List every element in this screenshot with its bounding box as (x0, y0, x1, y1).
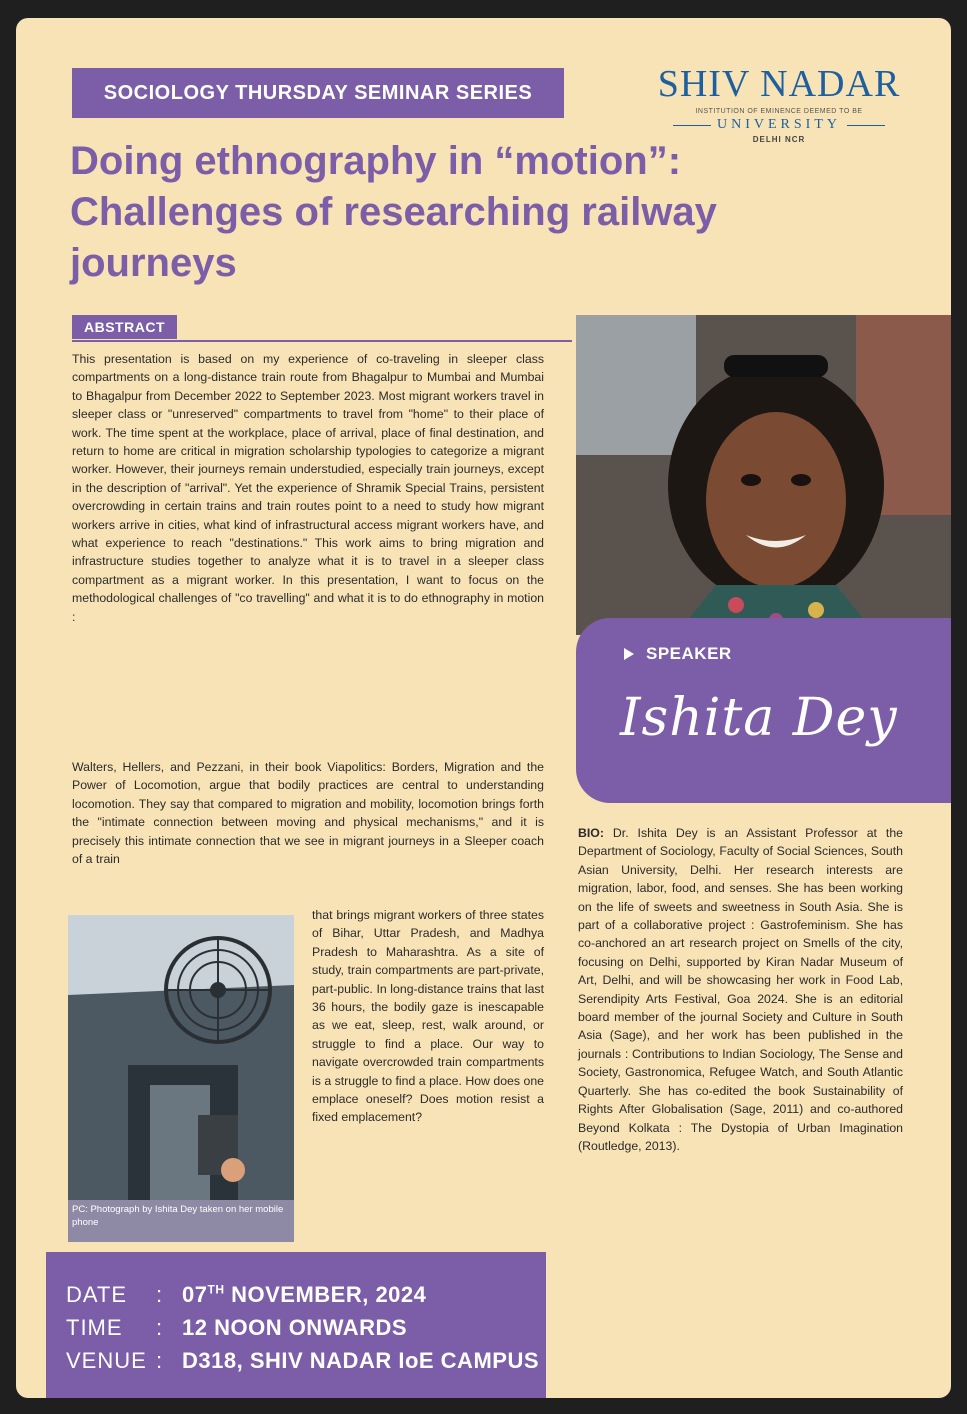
date-separator: : (156, 1282, 163, 1307)
play-icon (624, 648, 634, 660)
venue-separator: : (156, 1348, 163, 1373)
series-badge: SOCIOLOGY THURSDAY SEMINAR SERIES (72, 68, 564, 118)
bio-text: Dr. Ishita Dey is an Assistant Professor at the Department of Sociology, Faculty of Social Sciences, South Asian University, Delhi. Her research interests are migration, labor, food, and senses. She has been working on the life of sweets and sweetness in South Asia. She is part of a collaborative project : Gastrofeminism. She has co-anchored an art research project on Smells of the city, focusing on Delhi, supported by Kiran Nadar Museum of Art, Delhi, and will be showcasing her work in Food Lab, Serendipity Arts Festival, Goa 2024. She is an editorial board member of the journal Society and Culture in South Asia (Sage), and her work has been published in the journals : Contributions to Indian Sociology, The Sense and Society, Gastronomica, Refugee Watch, and South Atlantic Quarterly. She has co-edited the book Sustainability of Rights After Globalisation (Sage, 2011) and co-authored Beyond Kolkata : The Dystopia of Urban Imagination (Routledge, 2013). (578, 826, 903, 1153)
logo-university: UNIVERSITY (717, 117, 841, 132)
speaker-label-row (624, 644, 732, 664)
speaker-portrait-illustration (576, 315, 951, 635)
logo-university-row (644, 117, 914, 133)
speaker-photo (576, 315, 951, 635)
train-compartment-photo (68, 915, 294, 1200)
date-label: DATE (66, 1282, 128, 1307)
abstract-paragraph-1: This presentation is based on my experience of co-traveling in sleeper class compartments on a long-distance train route from Bhagalpur to Mumbai and Mumbai to Bhagalpur from December 2022 to September 2023. Most migrant workers travel in sleeper class or "unreserved" compartments to travel from "home" to their place of work. The time spent at the workplace, place of arrival, place of final destination, and return to home are critical in migration scholarship typologies to categorize a migrant worker. However, their journeys remain understudied, especially train journeys, except in the description of "arrival". Yet the experience of Shramik Special Trains, persistent overcrowding in certain trains and train routes point to a need to study how migrant workers arrive in cities, what kind of infrastructural access migrant workers have, and what experience to reach "destinations." This work aims to bring migration and infrastructure studies together to analyze what it is to travel in a sleeper class compartment as a migrant worker. In this presentation, I want to focus on the methodological challenges of "co travelling" and what it is to do ethnography in motion : (72, 352, 544, 624)
seminar-poster (16, 18, 951, 1398)
event-date-row (66, 1282, 426, 1308)
event-details (46, 1252, 546, 1398)
university-logo (644, 64, 914, 144)
abstract-heading: ABSTRACT (72, 315, 177, 339)
logo-rule-left (673, 125, 711, 126)
abstract-paragraph-2: Walters, Hellers, and Pezzani, in their book Viapolitics: Borders, Migration and the Power of Locomotion, argue that bodily practices are central to understanding locomotion. They say that compared to migration and mobility, locomotion brings forth the "intimate connection between moving and physical mechanisms," and it is precisely this intimate connection that we see in migrant journeys in a Sleeper coach of a train (72, 760, 544, 867)
date-day: 07 (182, 1282, 208, 1307)
logo-tagline: INSTITUTION OF EMINENCE DEEMED TO BE (695, 108, 863, 115)
bio-label: BIO: (578, 826, 604, 840)
venue-value: D318, SHIV NADAR IoE CAMPUS (182, 1348, 540, 1373)
logo-location: DELHI NCR (752, 135, 806, 144)
photo-caption: PC: Photograph by Ishita Dey taken on her mobile phone (68, 1200, 294, 1242)
speaker-label: SPEAKER (646, 644, 732, 663)
train-compartment-illustration (68, 915, 294, 1200)
seminar-title: Doing ethnography in “motion”: Challenges of researching railway journeys (70, 139, 717, 285)
abstract-paragraph-3: that brings migrant workers of three states of Bihar, Uttar Pradesh, and Madhya Pradesh to Maharashtra. As a site of study, train compartments are part-private, part-public. In long-distance trains that last 36 hours, the bodily gaze is inescapable as we eat, sleep, rest, walk around, or struggle to find a place. Our way to navigate overcrowded train compartments is a struggle to find a place. How does one emplace oneself? Does motion resist a fixed emplacement? (312, 908, 544, 1125)
time-label: TIME (66, 1315, 123, 1340)
date-suffix: TH (207, 1282, 225, 1297)
speaker-bio (578, 824, 903, 1155)
speaker-name: Ishita Dey (620, 688, 898, 748)
logo-wordmark: SHIV NADAR (657, 63, 901, 105)
date-value (182, 1282, 426, 1308)
event-venue-row (66, 1348, 539, 1374)
abstract-divider (72, 340, 572, 342)
time-separator: : (156, 1315, 163, 1340)
logo-rule-right (847, 125, 885, 126)
date-rest: NOVEMBER, 2024 (224, 1282, 427, 1307)
venue-label: VENUE (66, 1348, 147, 1373)
speaker-card (576, 618, 951, 803)
time-value: 12 NOON ONWARDS (182, 1315, 408, 1340)
event-time-row (66, 1315, 407, 1341)
